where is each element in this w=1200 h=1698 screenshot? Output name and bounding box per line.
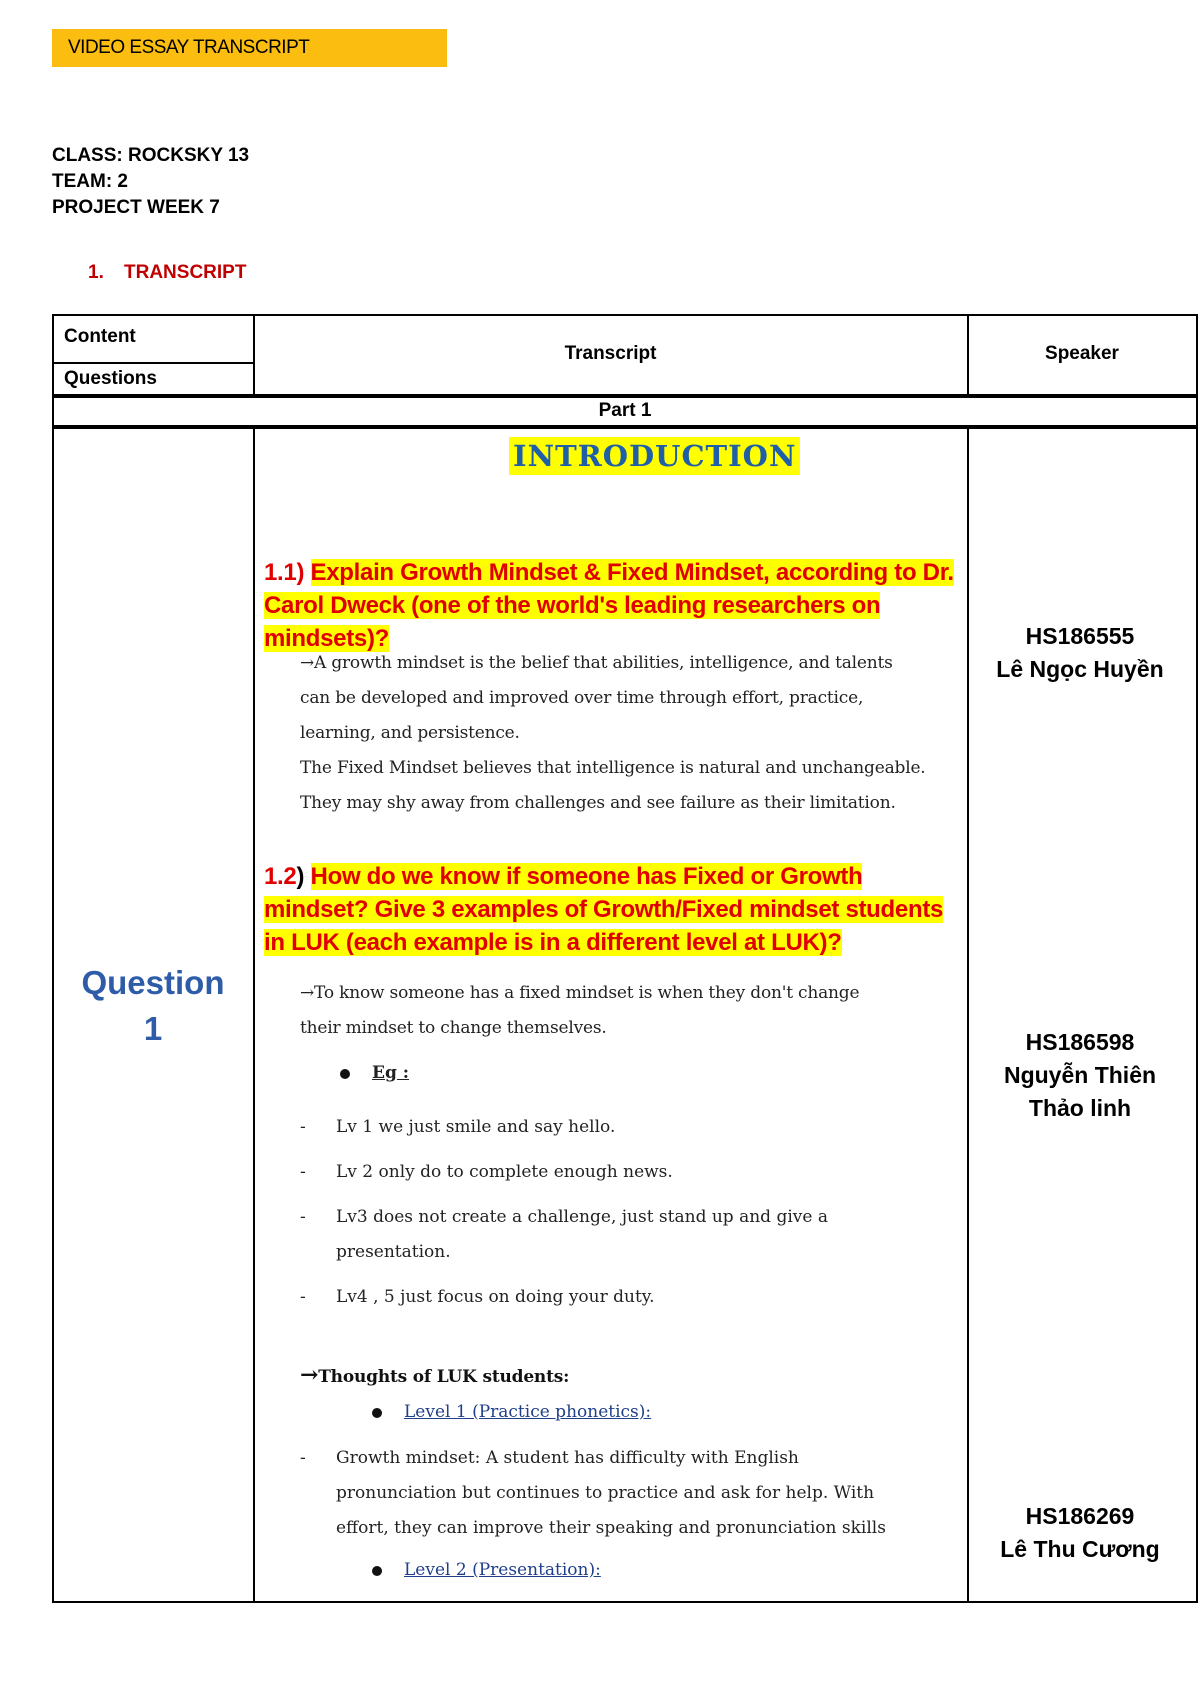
answer-line: their mindset to change themselves.: [300, 1018, 607, 1038]
thoughts-heading: [300, 1358, 569, 1395]
table-border: [52, 362, 254, 364]
question-1-1-text: Explain Growth Mindset & Fixed Mindset, according to Dr. Carol Dweck (one of the world's leading researchers on mindsets)?: [264, 559, 954, 652]
speaker-3: [968, 1500, 1192, 1566]
answer-line: They may shy away from challenges and see failure as their limitation.: [300, 793, 896, 813]
question-label-number: 1: [143, 1010, 163, 1047]
table-border: [52, 425, 1198, 429]
bullet-icon: [340, 1069, 350, 1079]
level-1-label: Level 1 (Practice phonetics):: [404, 1402, 652, 1422]
dash-icon: -: [300, 1448, 306, 1468]
table-border: [52, 314, 54, 1603]
question-1-1: [264, 556, 964, 655]
speaker-id: HS186598: [1025, 1029, 1135, 1055]
level-text: Lv4 , 5 just focus on doing your duty.: [336, 1287, 655, 1307]
level-2-label: Level 2 (Presentation):: [404, 1560, 601, 1580]
arrow-icon: →: [300, 1362, 319, 1388]
section-title: TRANSCRIPT: [124, 262, 247, 283]
answer-line: →To know someone has a fixed mindset is when they don't change: [300, 983, 860, 1003]
answer-line: The Fixed Mindset believes that intelligence is natural and unchangeable.: [300, 758, 926, 778]
project-line: PROJECT WEEK 7: [52, 197, 220, 218]
dash-icon: -: [300, 1162, 306, 1182]
answer-1-1: [300, 646, 960, 821]
answer-line: learning, and persistence.: [300, 723, 520, 743]
table-border: [967, 427, 969, 1603]
level-text: Lv 2 only do to complete enough news.: [336, 1162, 673, 1182]
speaker-name: Lê Thu Cương: [1000, 1536, 1160, 1562]
introduction-title: INTRODUCTION: [509, 437, 800, 475]
answer-1-2: [300, 976, 960, 1046]
team-line: TEAM: 2: [52, 171, 128, 192]
answer-line: can be developed and improved over time through effort, practice,: [300, 688, 864, 708]
table-border: [52, 314, 1198, 316]
question-1-2-text: How do we know if someone has Fixed or Growth mindset? Give 3 examples of Growth/Fixed mindset students in LUK (each example is in a different level at LUK)?: [264, 863, 944, 956]
example-bullet: [340, 1063, 409, 1083]
level-item: [300, 1155, 960, 1190]
document-banner: VIDEO ESSAY TRANSCRIPT: [52, 29, 447, 67]
question-label-word: Question: [81, 964, 225, 1001]
level-item: [300, 1110, 960, 1145]
level-2-bullet: [372, 1560, 601, 1580]
header-questions: Questions: [64, 368, 157, 389]
speaker-1: [968, 620, 1192, 686]
bullet-icon: [372, 1408, 382, 1418]
question-1-1-number: 1.1): [264, 559, 305, 586]
level-item: [300, 1280, 960, 1315]
table-border: [52, 1601, 1198, 1603]
question-1-2-paren: ): [296, 863, 305, 890]
table-border: [52, 394, 1198, 398]
speaker-id: HS186555: [1025, 623, 1135, 649]
dash-icon: -: [300, 1207, 306, 1227]
document-meta: [52, 143, 249, 221]
example-label: Eg :: [372, 1063, 410, 1083]
level-1-bullet: [372, 1402, 651, 1422]
growth-text: Growth mindset: A student has difficulty with English pronunciation but continues to practice and ask for help. With effort, they can improve their speaking and pronunciation skills: [336, 1448, 886, 1538]
part-label: Part 1: [598, 400, 652, 421]
section-number: 1.: [88, 262, 104, 283]
growth-example: [300, 1441, 920, 1546]
answer-line: →A growth mindset is the belief that abilities, intelligence, and talents: [300, 653, 893, 673]
question-1-2-number: 1.2: [264, 863, 297, 890]
class-line: CLASS: ROCKSKY 13: [52, 145, 250, 166]
section-heading: [88, 262, 246, 284]
dash-icon: -: [300, 1117, 306, 1137]
speaker-name: Nguyễn Thiên Thảo linh: [1003, 1062, 1157, 1121]
dash-icon: -: [300, 1287, 306, 1307]
speaker-name: Lê Ngọc Huyền: [996, 656, 1164, 682]
level-text: Lv 1 we just smile and say hello.: [336, 1117, 616, 1137]
table-border: [1196, 314, 1198, 1603]
header-content: Content: [64, 326, 136, 347]
header-transcript: Transcript: [564, 343, 657, 364]
level-text: Lv3 does not create a challenge, just stand up and give a presentation.: [336, 1207, 828, 1262]
bullet-icon: [372, 1566, 382, 1576]
question-1-2: [264, 860, 964, 959]
header-speaker: Speaker: [1045, 343, 1119, 364]
thoughts-label: Thoughts of LUK students:: [318, 1367, 570, 1387]
question-label: [52, 960, 254, 1052]
speaker-id: HS186269: [1025, 1503, 1135, 1529]
level-item: [300, 1200, 860, 1270]
speaker-2: [968, 1026, 1192, 1125]
